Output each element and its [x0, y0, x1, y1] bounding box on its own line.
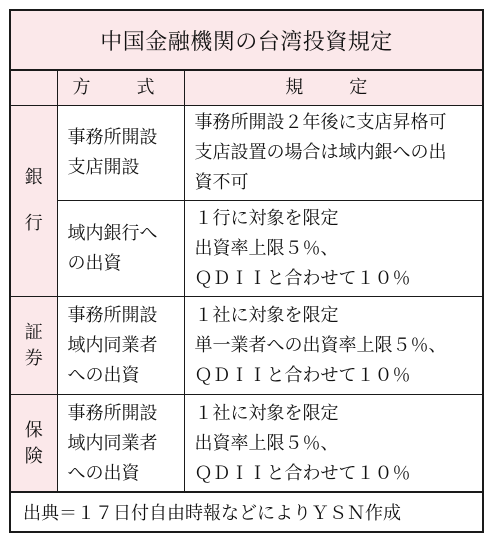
- source-footer: 出典＝１７日付自由時報などによりＹＳＮ作成: [11, 491, 482, 531]
- method-cell: [57, 201, 184, 297]
- regulation-table-frame: [9, 9, 484, 533]
- rule-line: 支店設置の場合は域内銀への出: [194, 142, 447, 163]
- method-line: への出資: [67, 462, 140, 484]
- category-securities-char-1: 証: [24, 321, 43, 343]
- method-line: 域内銀行へ: [67, 222, 158, 244]
- table-row: [11, 106, 482, 201]
- rule-line: １行に対象を限定: [194, 207, 339, 229]
- header-rule: 規 定: [184, 71, 482, 106]
- rule-line: １社に対象を限定: [194, 402, 339, 424]
- category-insurance: [11, 395, 57, 493]
- rule-line: 出資率上限５％、: [194, 237, 339, 259]
- rule-cell: [184, 201, 482, 297]
- category-bank-bottom: [11, 201, 57, 297]
- table-row: [11, 297, 482, 395]
- table-row: [11, 201, 482, 297]
- header-row: [11, 71, 482, 106]
- method-cell: [57, 106, 184, 201]
- rule-line: 単一業者への出資率上限５％、: [194, 334, 447, 356]
- method-line: 事務所開設: [67, 402, 158, 424]
- category-bank-char-2: 行: [24, 212, 43, 234]
- method-line: への出資: [67, 364, 140, 386]
- rule-line: ＱＤＩＩと合わせて１０％: [194, 364, 411, 386]
- rule-line: ＱＤＩＩと合わせて１０％: [194, 267, 411, 289]
- method-cell: [57, 395, 184, 493]
- rule-cell: [184, 395, 482, 493]
- method-line: 域内同業者: [67, 334, 158, 356]
- rule-line: １社に対象を限定: [194, 304, 339, 326]
- rule-line: 事務所開設２年後に支店昇格可: [194, 112, 447, 133]
- rule-line: 資不可: [194, 172, 249, 193]
- rule-cell: [184, 106, 482, 201]
- method-cell: [57, 297, 184, 395]
- table-row: [11, 395, 482, 493]
- header-category: [11, 71, 57, 106]
- rule-cell: [184, 297, 482, 395]
- method-line: 事務所開設: [67, 127, 158, 148]
- header-method: 方 式: [57, 71, 184, 106]
- category-bank-char-1: 銀: [24, 166, 43, 188]
- rule-line: 出資率上限５％、: [194, 432, 339, 454]
- method-line: 域内同業者: [67, 432, 158, 454]
- category-securities-char-2: 券: [24, 347, 43, 369]
- regulation-table: [11, 71, 482, 493]
- method-line: 支店開設: [67, 157, 140, 178]
- method-line: 事務所開設: [67, 304, 158, 326]
- category-insurance-char-2: 険: [24, 445, 43, 467]
- rule-line: ＱＤＩＩと合わせて１０％: [194, 462, 411, 484]
- method-line: の出資: [67, 252, 122, 274]
- category-bank-top: [11, 106, 57, 201]
- category-securities: [11, 297, 57, 395]
- table-title: 中国金融機関の台湾投資規定: [11, 11, 482, 71]
- category-insurance-char-1: 保: [24, 419, 43, 441]
